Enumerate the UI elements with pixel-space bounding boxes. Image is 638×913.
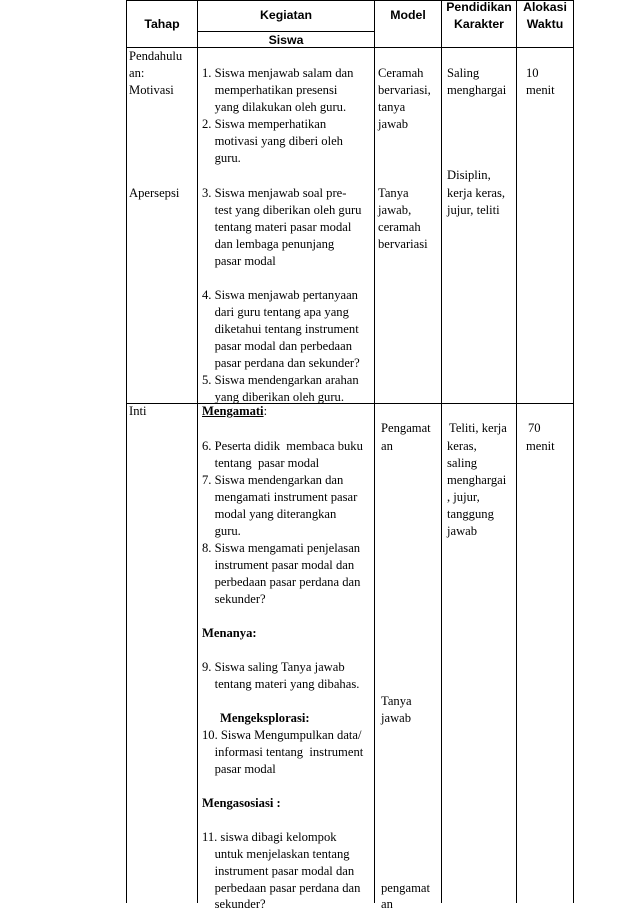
heading-menanya: Menanya: (202, 626, 257, 640)
section-divider-line (126, 403, 574, 404)
header-waktu: Waktu (526, 17, 564, 31)
header-alokasi: Alokasi (523, 0, 567, 14)
col-divider-karakter (441, 0, 442, 903)
col-divider-kegiatan (197, 0, 198, 903)
col-divider-waktu (516, 0, 517, 903)
heading-mengeksplorasi: Mengeksplorasi: (220, 711, 310, 725)
header-model: Model (390, 8, 426, 22)
header-tahap: Tahap (144, 17, 180, 31)
tahap-inti: Inti (129, 404, 147, 418)
header-karakter: Karakter (454, 17, 504, 31)
header-siswa: Siswa (268, 33, 304, 47)
heading-mengasosiasi: Mengasosiasi : (202, 796, 281, 810)
heading-mengamati: Mengamati: (202, 404, 268, 418)
header-pendidikan: Pendidikan (446, 0, 512, 14)
tahap-apersepsi: Apersepsi (129, 186, 180, 200)
table-right-border (573, 0, 574, 903)
table-left-border (126, 0, 127, 903)
col-divider-model (374, 0, 375, 903)
header-kegiatan: Kegiatan (260, 8, 312, 22)
